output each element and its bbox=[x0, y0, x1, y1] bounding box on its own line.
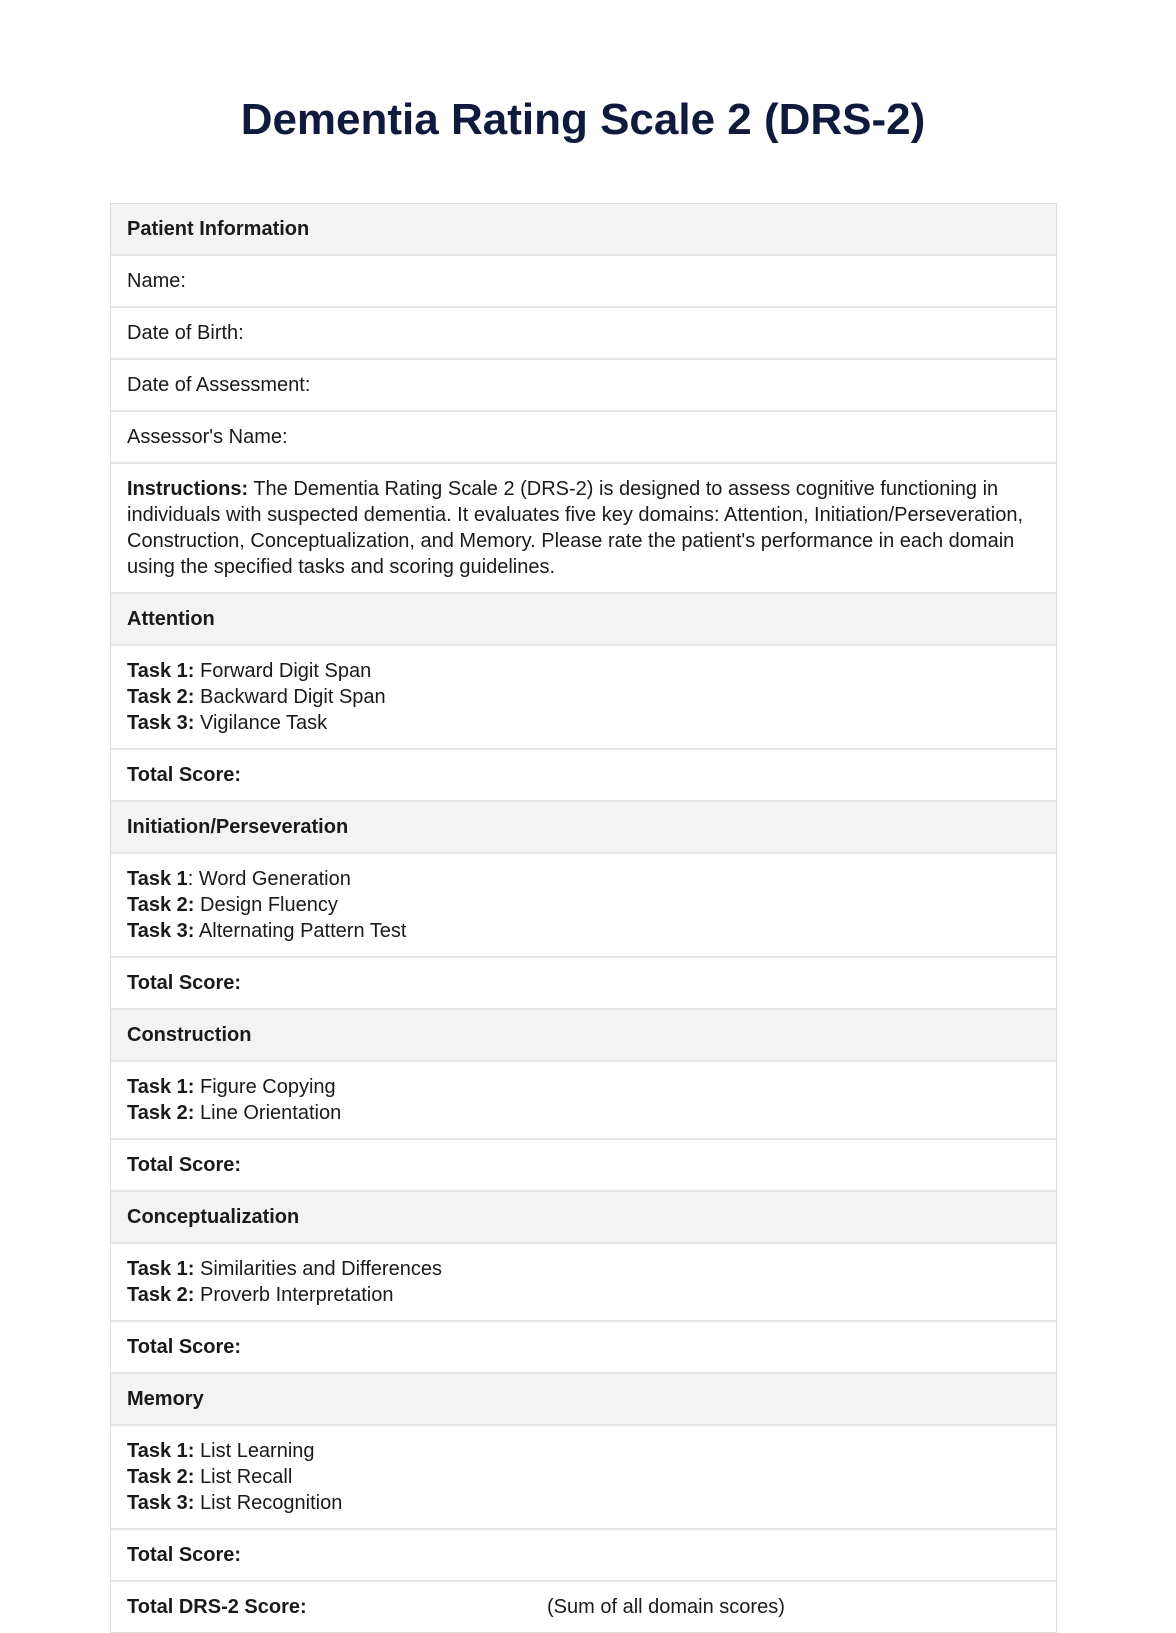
total-score-memory[interactable] bbox=[111, 1530, 1056, 1582]
total-score-label: Total Score: bbox=[127, 972, 242, 994]
task-item bbox=[127, 1256, 1040, 1282]
assessment-form-table bbox=[110, 203, 1057, 1633]
task-text: Vigilance Task bbox=[194, 712, 328, 734]
total-score-construction[interactable] bbox=[111, 1140, 1056, 1192]
task-list-memory bbox=[111, 1426, 1056, 1530]
grand-total-label: Total DRS-2 Score: bbox=[127, 1596, 307, 1618]
domain-header-initiation-perseveration: Initiation/Perseveration bbox=[111, 802, 1056, 854]
task-item bbox=[127, 1074, 1040, 1100]
domain-header-memory: Memory bbox=[111, 1374, 1056, 1426]
task-label: Task 1: bbox=[127, 1258, 195, 1280]
total-score-initiation-perseveration[interactable] bbox=[111, 958, 1056, 1010]
task-label: Task 2: bbox=[127, 686, 195, 708]
task-label: Task 3: bbox=[127, 712, 195, 734]
task-list-conceptualization bbox=[111, 1244, 1056, 1322]
name-field[interactable]: Name: bbox=[111, 256, 1056, 308]
instructions-label: Instructions: bbox=[127, 478, 249, 500]
instructions-text: The Dementia Rating Scale 2 (DRS-2) is designed to assess cognitive functioning in individuals with suspected dementia. It evaluates five key domains: Attention, Initiation/Perseveration, Construction, Conceptualization, and Memory. Please rate the patient's performance in each domain using the specified tasks and scoring guidelines. bbox=[127, 478, 1024, 578]
task-label: Task 1: bbox=[127, 1440, 195, 1462]
task-label: Task 1: bbox=[127, 660, 195, 682]
task-label: Task 3: bbox=[127, 920, 195, 942]
page-title: Dementia Rating Scale 2 (DRS-2) bbox=[240, 95, 926, 144]
task-item bbox=[127, 658, 1040, 684]
task-item bbox=[127, 866, 1040, 892]
dob-field[interactable]: Date of Birth: bbox=[111, 308, 1056, 360]
domain-header-attention: Attention bbox=[111, 594, 1056, 646]
assessment-date-field[interactable]: Date of Assessment: bbox=[111, 360, 1056, 412]
domain-header-construction: Construction bbox=[111, 1010, 1056, 1062]
task-text: Design Fluency bbox=[194, 894, 338, 916]
task-text: Line Orientation bbox=[194, 1102, 342, 1124]
task-item bbox=[127, 1100, 1040, 1126]
task-text: Similarities and Differences bbox=[194, 1258, 442, 1280]
instructions bbox=[111, 464, 1056, 594]
task-item bbox=[127, 1438, 1040, 1464]
task-text: Alternating Pattern Test bbox=[194, 920, 407, 942]
task-text: : Word Generation bbox=[187, 868, 351, 890]
total-score-conceptualization[interactable] bbox=[111, 1322, 1056, 1374]
total-score-label: Total Score: bbox=[127, 764, 242, 786]
task-item bbox=[127, 1282, 1040, 1308]
task-text: Proverb Interpretation bbox=[194, 1284, 394, 1306]
task-label: Task 2: bbox=[127, 1466, 195, 1488]
task-item bbox=[127, 918, 1040, 944]
task-list-attention bbox=[111, 646, 1056, 750]
task-text: Figure Copying bbox=[194, 1076, 336, 1098]
task-label: Task 2: bbox=[127, 1102, 195, 1124]
task-text: List Learning bbox=[194, 1440, 315, 1462]
task-item bbox=[127, 710, 1040, 736]
task-text: List Recognition bbox=[194, 1492, 343, 1514]
task-item bbox=[127, 684, 1040, 710]
total-score-label: Total Score: bbox=[127, 1336, 242, 1358]
total-score-label: Total Score: bbox=[127, 1154, 242, 1176]
task-text: List Recall bbox=[194, 1466, 293, 1488]
grand-total-row[interactable] bbox=[111, 1582, 1056, 1632]
patient-info-header: Patient Information bbox=[111, 204, 1056, 256]
task-item bbox=[127, 1490, 1040, 1516]
task-label: Task 1 bbox=[127, 868, 188, 890]
total-score-attention[interactable] bbox=[111, 750, 1056, 802]
total-score-label: Total Score: bbox=[127, 1544, 242, 1566]
domain-header-conceptualization: Conceptualization bbox=[111, 1192, 1056, 1244]
assessor-name-field[interactable]: Assessor's Name: bbox=[111, 412, 1056, 464]
task-label: Task 1: bbox=[127, 1076, 195, 1098]
task-list-initiation-perseveration bbox=[111, 854, 1056, 958]
task-label: Task 2: bbox=[127, 894, 195, 916]
grand-total-note: (Sum of all domain scores) bbox=[547, 1596, 785, 1618]
task-item bbox=[127, 1464, 1040, 1490]
task-text: Forward Digit Span bbox=[194, 660, 372, 682]
task-label: Task 2: bbox=[127, 1284, 195, 1306]
task-text: Backward Digit Span bbox=[194, 686, 386, 708]
task-list-construction bbox=[111, 1062, 1056, 1140]
task-item bbox=[127, 892, 1040, 918]
task-label: Task 3: bbox=[127, 1492, 195, 1514]
